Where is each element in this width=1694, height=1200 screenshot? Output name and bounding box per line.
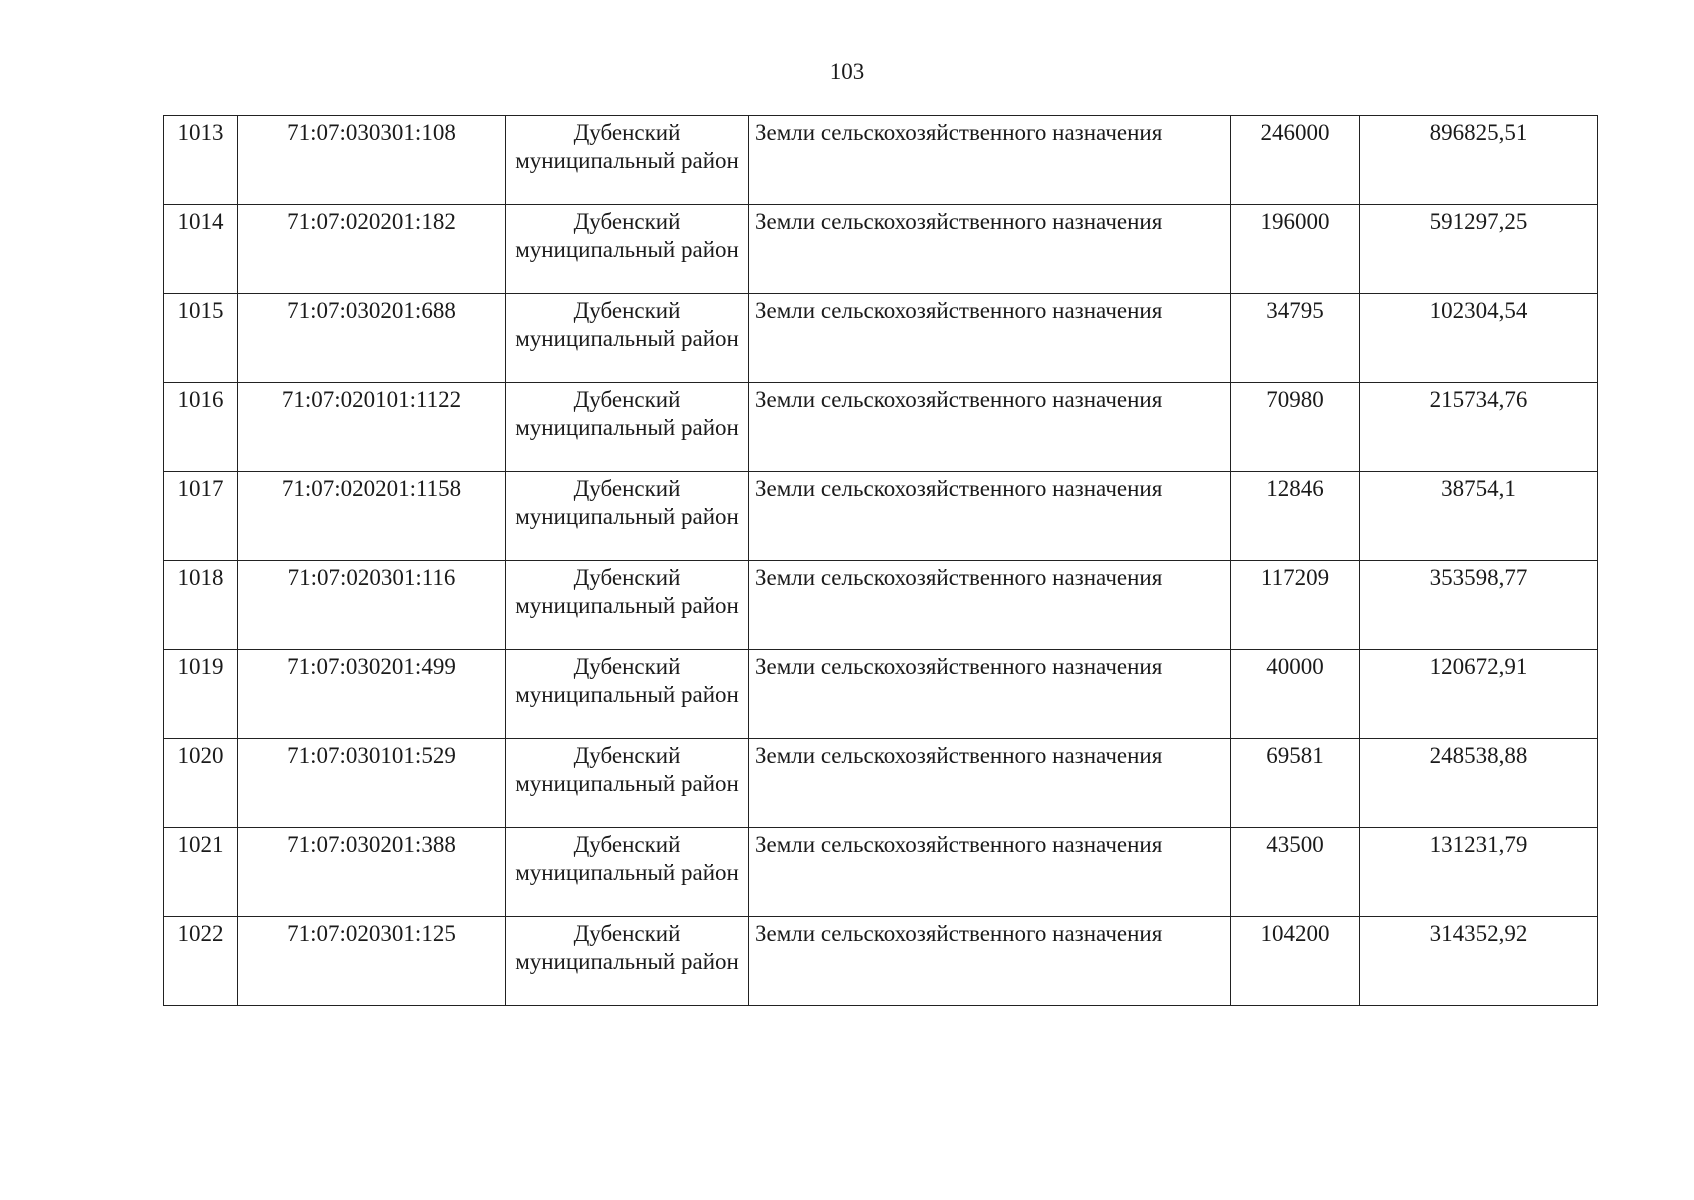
area-cell: 40000 — [1231, 650, 1360, 739]
cadastral-number-cell: 71:07:020301:116 — [238, 561, 506, 650]
area-cell: 70980 — [1231, 383, 1360, 472]
row-number-cell: 1015 — [164, 294, 238, 383]
cadastral-number-cell: 71:07:030101:529 — [238, 739, 506, 828]
district-cell: Дубенский муниципальный район — [506, 917, 749, 1006]
district-cell: Дубенский муниципальный район — [506, 116, 749, 205]
table-row — [164, 828, 1598, 917]
land-category-cell: Земли сельскохозяйственного назначения — [749, 650, 1231, 739]
cadastral-value-cell: 215734,76 — [1360, 383, 1598, 472]
cadastral-value-cell: 248538,88 — [1360, 739, 1598, 828]
cadastral-value-cell: 314352,92 — [1360, 917, 1598, 1006]
table-row — [164, 472, 1598, 561]
table-row — [164, 383, 1598, 472]
land-category-cell: Земли сельскохозяйственного назначения — [749, 383, 1231, 472]
area-cell: 43500 — [1231, 828, 1360, 917]
district-cell: Дубенский муниципальный район — [506, 383, 749, 472]
district-cell: Дубенский муниципальный район — [506, 739, 749, 828]
cadastral-value-cell: 131231,79 — [1360, 828, 1598, 917]
cadastral-number-cell: 71:07:020201:182 — [238, 205, 506, 294]
row-number-cell: 1016 — [164, 383, 238, 472]
cadastral-value-cell: 591297,25 — [1360, 205, 1598, 294]
row-number-cell: 1017 — [164, 472, 238, 561]
land-category-cell: Земли сельскохозяйственного назначения — [749, 739, 1231, 828]
district-cell: Дубенский муниципальный район — [506, 472, 749, 561]
cadastral-value-cell: 120672,91 — [1360, 650, 1598, 739]
land-category-cell: Земли сельскохозяйственного назначения — [749, 561, 1231, 650]
row-number-cell: 1022 — [164, 917, 238, 1006]
land-category-cell: Земли сельскохозяйственного назначения — [749, 472, 1231, 561]
district-cell: Дубенский муниципальный район — [506, 561, 749, 650]
district-cell: Дубенский муниципальный район — [506, 294, 749, 383]
area-cell: 34795 — [1231, 294, 1360, 383]
land-category-cell: Земли сельскохозяйственного назначения — [749, 294, 1231, 383]
cadastral-number-cell: 71:07:020301:125 — [238, 917, 506, 1006]
cadastral-number-cell: 71:07:030201:388 — [238, 828, 506, 917]
row-number-cell: 1018 — [164, 561, 238, 650]
cadastral-number-cell: 71:07:020101:1122 — [238, 383, 506, 472]
row-number-cell: 1021 — [164, 828, 238, 917]
row-number-cell: 1020 — [164, 739, 238, 828]
cadastral-value-cell: 38754,1 — [1360, 472, 1598, 561]
table-row — [164, 561, 1598, 650]
row-number-cell: 1014 — [164, 205, 238, 294]
land-category-cell: Земли сельскохозяйственного назначения — [749, 828, 1231, 917]
district-cell: Дубенский муниципальный район — [506, 205, 749, 294]
page-number: 103 — [829, 59, 865, 84]
table-row — [164, 294, 1598, 383]
area-cell: 117209 — [1231, 561, 1360, 650]
area-cell: 69581 — [1231, 739, 1360, 828]
area-cell: 104200 — [1231, 917, 1360, 1006]
cadastral-value-cell: 102304,54 — [1360, 294, 1598, 383]
area-cell: 12846 — [1231, 472, 1360, 561]
table-row — [164, 116, 1598, 205]
district-cell: Дубенский муниципальный район — [506, 650, 749, 739]
cadastral-number-cell: 71:07:030201:499 — [238, 650, 506, 739]
cadastral-value-cell: 896825,51 — [1360, 116, 1598, 205]
land-category-cell: Земли сельскохозяйственного назначения — [749, 205, 1231, 294]
cadastral-number-cell: 71:07:020201:1158 — [238, 472, 506, 561]
row-number-cell: 1013 — [164, 116, 238, 205]
cadastral-value-cell: 353598,77 — [1360, 561, 1598, 650]
table-row — [164, 650, 1598, 739]
area-cell: 196000 — [1231, 205, 1360, 294]
table-row — [164, 917, 1598, 1006]
area-cell: 246000 — [1231, 116, 1360, 205]
cadastral-number-cell: 71:07:030201:688 — [238, 294, 506, 383]
table-body — [164, 116, 1598, 1006]
table-row — [164, 739, 1598, 828]
row-number-cell: 1019 — [164, 650, 238, 739]
table-row — [164, 205, 1598, 294]
cadastral-number-cell: 71:07:030301:108 — [238, 116, 506, 205]
land-plots-table — [163, 115, 1598, 1006]
land-category-cell: Земли сельскохозяйственного назначения — [749, 116, 1231, 205]
land-category-cell: Земли сельскохозяйственного назначения — [749, 917, 1231, 1006]
district-cell: Дубенский муниципальный район — [506, 828, 749, 917]
